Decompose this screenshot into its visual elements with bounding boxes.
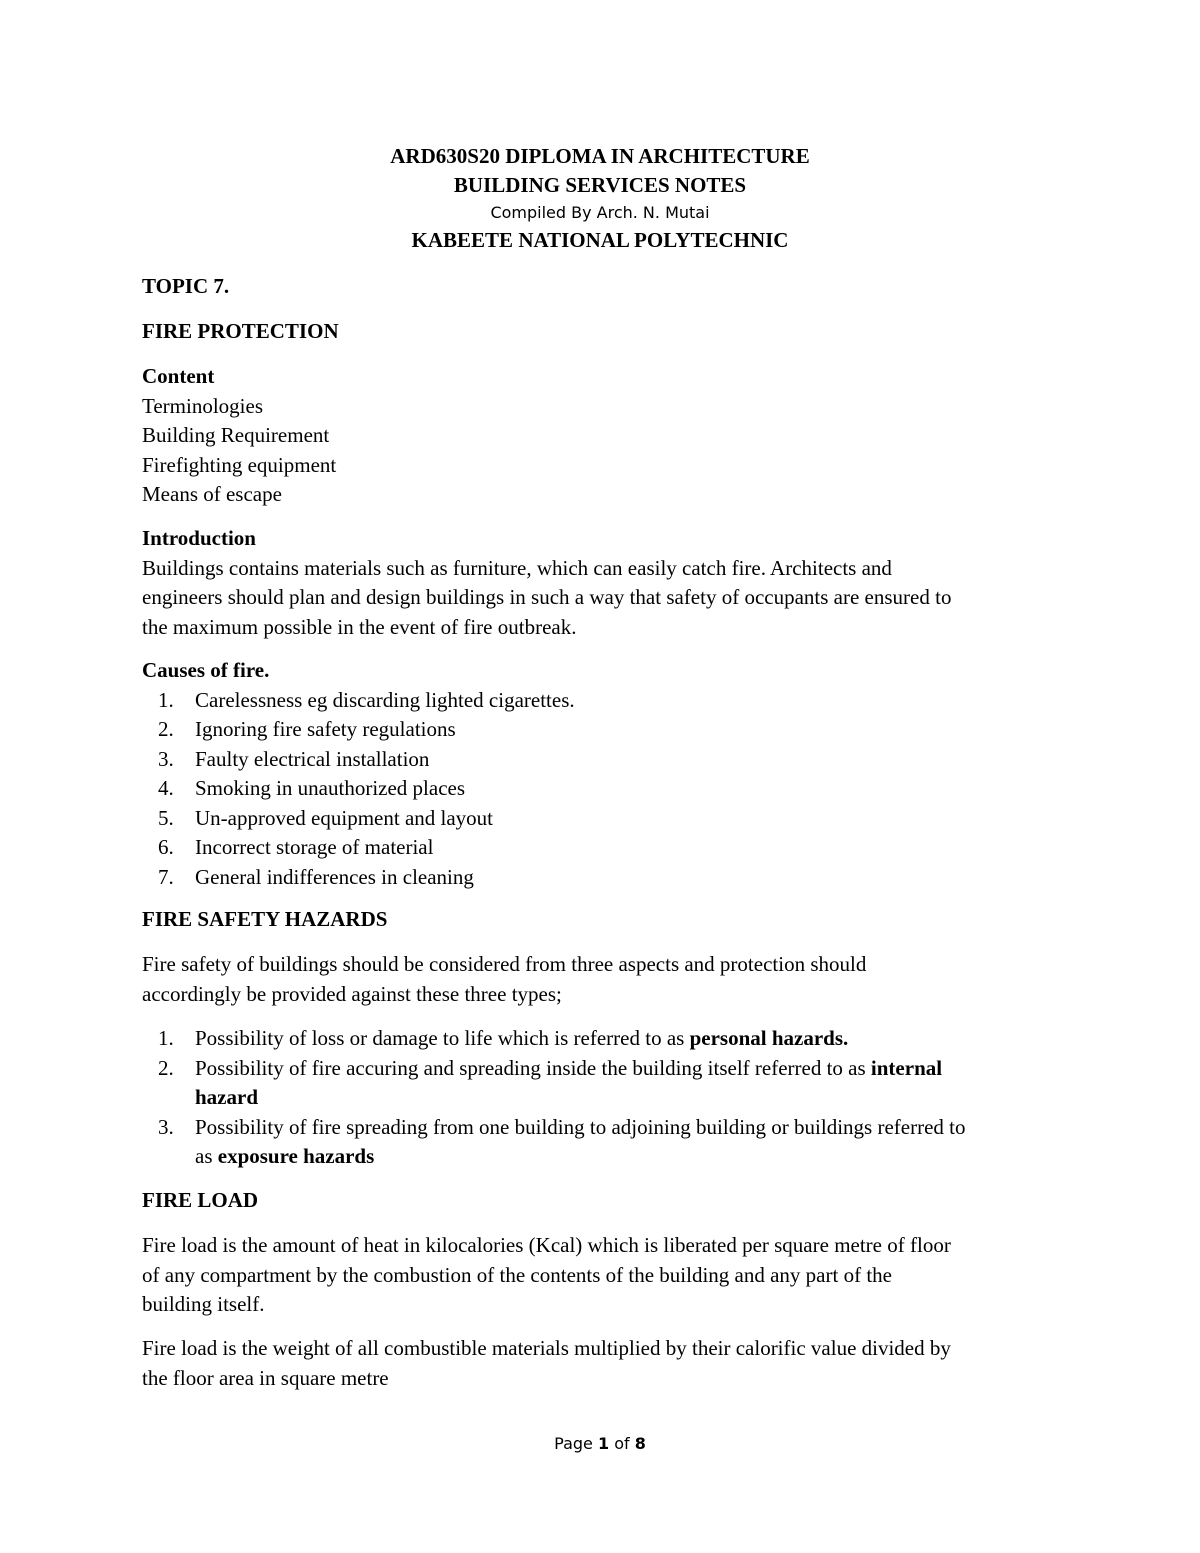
causes-heading: Causes of fire. bbox=[142, 658, 270, 682]
list-number: 3. bbox=[158, 1114, 174, 1139]
list-text: Ignoring fire safety regulations bbox=[195, 717, 456, 741]
list-number: 6. bbox=[158, 835, 174, 859]
fire-load-paragraph-1 bbox=[142, 1231, 1072, 1320]
introduction-line: engineers should plan and design buildings in such a way that safety of occupants are ensured to bbox=[142, 585, 952, 609]
hazards-list bbox=[142, 1024, 1072, 1172]
list-item bbox=[142, 1113, 1072, 1172]
page-of-label: of bbox=[609, 1434, 635, 1453]
causes-section bbox=[142, 656, 1072, 892]
compiled-by: Compiled By Arch. N. Mutai bbox=[490, 203, 710, 222]
list-number: 1. bbox=[158, 687, 174, 712]
course-title: ARD630S20 DIPLOMA IN ARCHITECTURE bbox=[390, 144, 810, 168]
current-page-number: 1 bbox=[597, 1434, 610, 1453]
content-heading: Content bbox=[142, 364, 215, 388]
list-text: Possibility of loss or damage to life which is referred to as bbox=[195, 1026, 690, 1050]
list-item bbox=[142, 863, 1072, 893]
list-item bbox=[142, 715, 1072, 745]
paragraph-line: Fire load is the weight of all combustible materials multiplied by their calorific value divided by bbox=[142, 1336, 951, 1360]
list-item bbox=[142, 804, 1072, 834]
content-item: Firefighting equipment bbox=[142, 452, 337, 477]
list-number: 4. bbox=[158, 776, 174, 800]
list-text: General indifferences in cleaning bbox=[195, 864, 474, 889]
list-number: 7. bbox=[158, 864, 174, 889]
list-number: 1. bbox=[158, 1026, 174, 1050]
hazard-term: internal bbox=[870, 1055, 943, 1080]
topic-title: FIRE PROTECTION bbox=[142, 319, 339, 343]
list-number: 5. bbox=[158, 805, 174, 830]
list-text: Smoking in unauthorized places bbox=[195, 776, 466, 800]
topic-number: TOPIC 7. bbox=[142, 274, 230, 298]
list-item bbox=[142, 686, 1072, 716]
paragraph-line: Fire load is the amount of heat in kilocalories (Kcal) which is liberated per square metre of floor bbox=[142, 1233, 951, 1257]
list-text: Possibility of fire accuring and spreading inside the building itself referred to as bbox=[195, 1055, 871, 1080]
paragraph-line: the floor area in square metre bbox=[142, 1365, 389, 1390]
hazards-intro-line: Fire safety of buildings should be considered from three aspects and protection should bbox=[142, 952, 867, 976]
list-text: Carelessness eg discarding lighted cigarettes. bbox=[195, 687, 575, 712]
page-footer bbox=[0, 1433, 1200, 1455]
fire-load-paragraph-2 bbox=[142, 1334, 1072, 1393]
causes-list bbox=[142, 686, 1072, 893]
list-item bbox=[142, 774, 1072, 804]
list-item bbox=[142, 745, 1072, 775]
hazard-term: exposure hazards bbox=[217, 1144, 375, 1168]
list-item bbox=[142, 1054, 1072, 1113]
list-text-continued: as bbox=[195, 1144, 218, 1168]
hazards-heading: FIRE SAFETY HAZARDS bbox=[142, 907, 388, 931]
content-item: Terminologies bbox=[142, 393, 264, 418]
notes-title: BUILDING SERVICES NOTES bbox=[453, 173, 747, 197]
fire-load-heading: FIRE LOAD bbox=[142, 1188, 259, 1212]
introduction-section bbox=[142, 524, 1072, 642]
total-page-number: 8 bbox=[634, 1434, 646, 1453]
list-number: 3. bbox=[158, 746, 174, 771]
introduction-line: the maximum possible in the event of fire outbreak. bbox=[142, 614, 577, 639]
paragraph-line: building itself. bbox=[142, 1292, 265, 1316]
content-item: Building Requirement bbox=[142, 423, 330, 447]
paragraph-line: of any compartment by the combustion of the contents of the building and any part of the bbox=[142, 1262, 892, 1287]
content-item: Means of escape bbox=[142, 482, 282, 506]
page-label: Page bbox=[554, 1434, 598, 1453]
content-section bbox=[142, 362, 1072, 510]
list-text: Faulty electrical installation bbox=[195, 746, 430, 771]
hazards-intro-line: accordingly be provided against these three types; bbox=[142, 981, 562, 1006]
hazard-term: personal hazards. bbox=[689, 1026, 849, 1050]
introduction-line: Buildings contains materials such as furniture, which can easily catch fire. Architects and bbox=[142, 555, 892, 580]
list-text: Possibility of fire spreading from one building to adjoining building or buildings referred to bbox=[195, 1114, 966, 1139]
list-item bbox=[142, 1024, 1072, 1054]
institution-name: KABEETE NATIONAL POLYTECHNIC bbox=[411, 228, 789, 252]
hazard-term-continued: hazard bbox=[195, 1085, 258, 1109]
list-number: 2. bbox=[158, 717, 174, 741]
hazards-intro bbox=[142, 950, 1072, 1009]
list-number: 2. bbox=[158, 1055, 174, 1080]
list-text: Incorrect storage of material bbox=[195, 835, 434, 859]
introduction-heading: Introduction bbox=[142, 526, 256, 550]
list-item bbox=[142, 833, 1072, 863]
list-text: Un-approved equipment and layout bbox=[195, 805, 493, 830]
